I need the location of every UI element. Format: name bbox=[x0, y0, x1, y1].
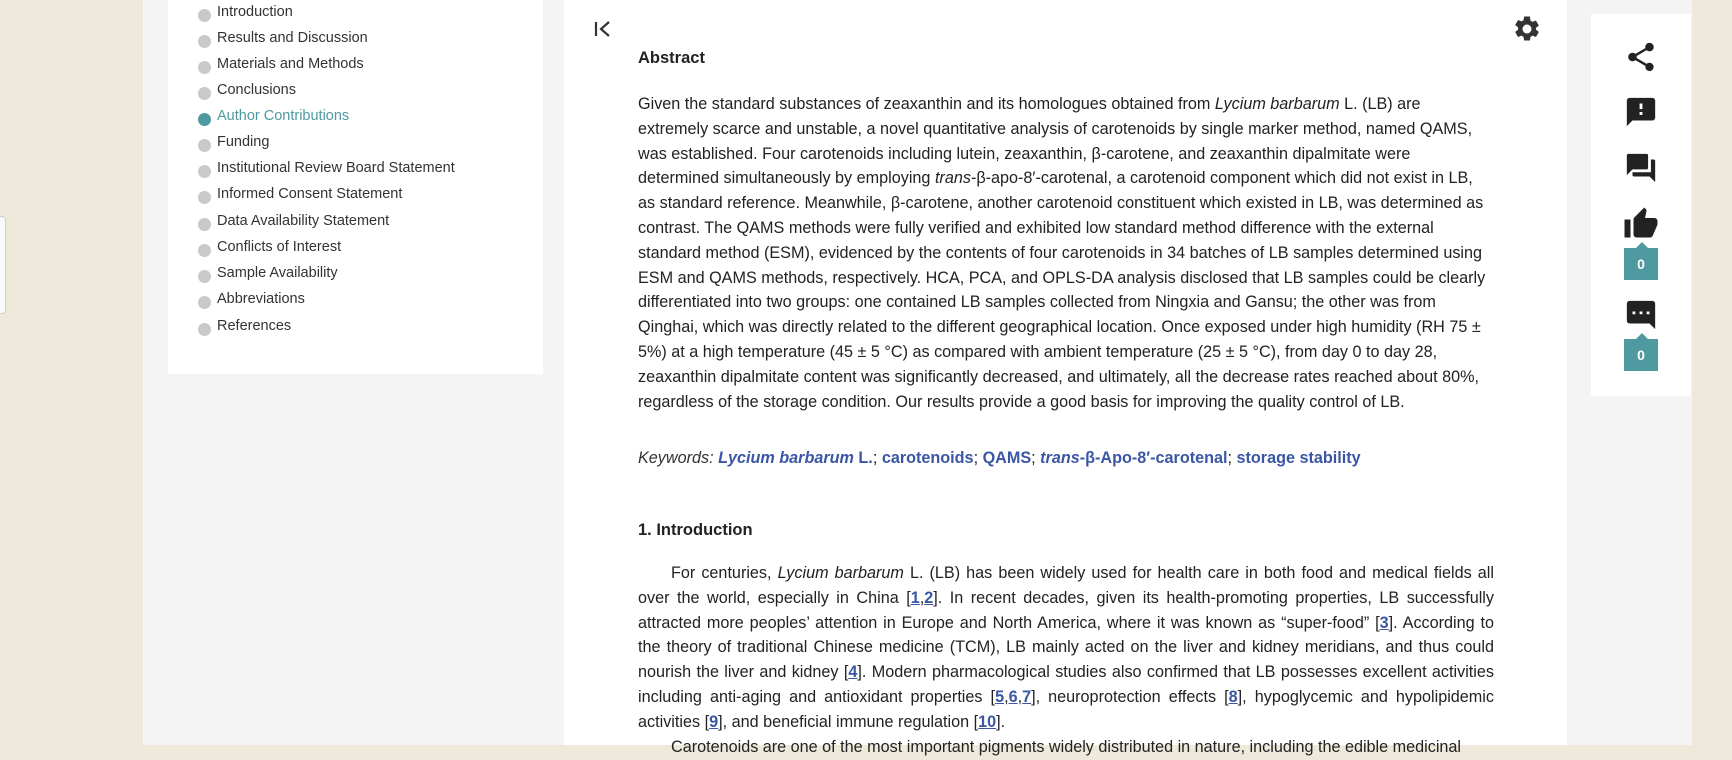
gear-icon bbox=[1512, 14, 1542, 44]
toc-item-label: Abbreviations bbox=[217, 291, 305, 307]
toc-item-label: References bbox=[217, 318, 292, 334]
toc-item[interactable] bbox=[198, 263, 338, 283]
citation-link[interactable]: 4 bbox=[848, 663, 858, 682]
toc-item-label: Conflicts of Interest bbox=[217, 239, 342, 255]
collapse-sidebar-icon bbox=[593, 19, 613, 39]
share-button[interactable] bbox=[1621, 37, 1661, 77]
introduction-paragraph: For centuries, Lycium barbarum L. (LB) has been widely used for health care in both food and medical fields all over the world, especially in China [1,2]. In recent decades, given its health-promoting properties, LB successfully attracted more peoples’ attention in Europe and North America, where it was known as “super-food” [3]. According to the theory of traditional Chinese medicine (TCM), LB mainly acted on the liver and kidney meridians, and thus could nourish the liver and kidney [4]. Modern pharmacological studies also confirmed that LB possesses excellent activities including anti-aging and antioxidant properties [5,6,7], neuroprotection effects [8], hypoglycemic and hypolipidemic activities [9], and beneficial immune regulation [10]. bbox=[638, 564, 1495, 731]
keywords-label: Keywords: bbox=[638, 449, 714, 467]
share-icon bbox=[1624, 40, 1658, 74]
article-toolbar bbox=[1591, 14, 1691, 396]
toc-item[interactable] bbox=[198, 132, 269, 152]
comment-button[interactable] bbox=[1621, 295, 1661, 335]
toc-bullet-icon bbox=[198, 270, 211, 283]
toc-item[interactable] bbox=[198, 316, 291, 336]
toc-bullet-icon bbox=[198, 9, 211, 22]
collapse-sidebar-button[interactable] bbox=[590, 16, 616, 42]
separator: ; bbox=[1031, 449, 1041, 467]
introduction-next-paragraph: Carotenoids are one of the most important pigments widely distributed in nature, including the edible medicinal bbox=[671, 738, 1462, 756]
forum-icon bbox=[1624, 151, 1658, 185]
keyword-link[interactable]: trans-β-Apo-8′-carotenal bbox=[1040, 449, 1228, 467]
report-icon bbox=[1624, 95, 1658, 129]
toc-bullet-icon bbox=[198, 87, 211, 100]
toc-item[interactable] bbox=[198, 80, 296, 100]
citation-link[interactable]: 5 bbox=[995, 687, 1005, 706]
settings-button[interactable] bbox=[1512, 14, 1542, 44]
toc-bullet-icon bbox=[198, 244, 211, 257]
abstract-text-part: -β-apo-8′-carotenal, a carotenoid component which did not exist in LB, as standard reference. Meanwhile, β-carotene, another carotenoid constituent which existed in LB, was determined as contrast. The QAMS methods were fully verified and exhibited low standard method difference with the external standard method (ESM), evidenced by the contents of four carotenoids in 34 batches of LB samples determined using ESM and QAMS methods, respectively. HCA, PCA, and OPLS-DA analysis disclosed that LB samples could be clearly differentiated into two groups: one contained LB samples collected from Ningxia and Gansu; the other was from Qinghai, which was directly related to the different geographical location. Once exposed under high humidity (RH 75 ± 5%) at a high temperature (45 ± 5 °C) as compared with ambient temperature (25 ± 5 °C), from day 0 to day 28, zeaxanthin dipalmitate content was significantly decreased, and ultimately, all the decrease rates reached about 80%, regardless of the storage condition. Our results provide a good basis for improving the quality control of LB. bbox=[638, 169, 1486, 411]
abstract-text bbox=[638, 92, 1494, 414]
abstract-title: Abstract bbox=[638, 49, 705, 67]
toc-item-label: Funding bbox=[217, 134, 270, 150]
keyword-link[interactable]: storage stability bbox=[1236, 449, 1361, 467]
keyword-link[interactable]: Lycium barbarum L. bbox=[718, 449, 873, 467]
toc-bullet-icon bbox=[198, 113, 211, 126]
toc-item[interactable] bbox=[198, 2, 293, 22]
toc-item-label: Informed Consent Statement bbox=[217, 186, 403, 202]
citation-link[interactable]: 10 bbox=[978, 712, 997, 731]
citation-link[interactable]: 8 bbox=[1228, 687, 1238, 706]
comment-icon bbox=[1624, 298, 1658, 332]
citation-link[interactable]: 2 bbox=[924, 588, 934, 607]
separator: ; bbox=[973, 449, 983, 467]
toc-item[interactable] bbox=[198, 184, 402, 204]
toc-item[interactable] bbox=[198, 28, 368, 48]
citation-link[interactable]: 7 bbox=[1022, 687, 1032, 706]
trans-prefix: trans bbox=[934, 169, 971, 188]
report-button[interactable] bbox=[1621, 92, 1661, 132]
toc-bullet-icon bbox=[198, 35, 211, 48]
keyword-link[interactable]: carotenoids bbox=[881, 449, 974, 467]
thumb-up-icon bbox=[1623, 206, 1659, 242]
toc-bullet-icon bbox=[198, 61, 211, 74]
introduction-title: 1. Introduction bbox=[638, 521, 753, 539]
toc-bullet-icon bbox=[198, 218, 211, 231]
toc-item-label: Sample Availability bbox=[217, 265, 338, 281]
separator: ; bbox=[872, 449, 882, 467]
like-button[interactable] bbox=[1621, 204, 1661, 244]
toc-bullet-icon bbox=[198, 191, 211, 204]
toc-item-label: Materials and Methods bbox=[217, 56, 364, 72]
likes-count: 0 bbox=[1624, 248, 1658, 280]
toc-item[interactable] bbox=[198, 106, 349, 126]
table-of-contents bbox=[168, 0, 543, 374]
toc-item[interactable] bbox=[198, 237, 341, 257]
toc-item-label: Author Contributions bbox=[217, 108, 350, 124]
abstract-text-part: L. (LB) are extremely scarce and unstable, a novel quantitative analysis of carotenoids by single marker method, named QAMS, was established. Four carotenoids including lutein, zeaxanthin, β-carotene, and zeaxanthin dipalmitate were determined simultaneously by employing bbox=[638, 95, 1473, 188]
citation-link[interactable]: 6 bbox=[1008, 687, 1018, 706]
species-name: Lycium barbarum bbox=[1214, 95, 1340, 113]
abstract-text-part: Given the standard substances of zeaxanthin and its homologues obtained from bbox=[638, 95, 1215, 113]
toc-item[interactable] bbox=[198, 54, 364, 74]
comments-count: 0 bbox=[1624, 339, 1658, 371]
toc-item[interactable] bbox=[198, 158, 455, 178]
toc-bullet-icon bbox=[198, 323, 211, 336]
toc-bullet-icon bbox=[198, 296, 211, 309]
toc-item-label: Results and Discussion bbox=[217, 30, 368, 46]
citation-link[interactable]: 3 bbox=[1379, 613, 1389, 632]
keyword-link[interactable]: QAMS bbox=[982, 449, 1032, 467]
left-edge-tab[interactable] bbox=[0, 216, 6, 314]
discussion-button[interactable] bbox=[1621, 148, 1661, 188]
citation-link[interactable]: 1 bbox=[910, 588, 920, 607]
toc-item[interactable] bbox=[198, 211, 389, 231]
toc-item-label: Data Availability Statement bbox=[217, 213, 390, 229]
separator: ; bbox=[1227, 449, 1237, 467]
article-panel bbox=[564, 0, 1567, 756]
citation-link[interactable]: 9 bbox=[709, 712, 719, 731]
toc-item-label: Institutional Review Board Statement bbox=[217, 160, 455, 176]
toc-item-label: Conclusions bbox=[217, 82, 296, 98]
toc-item-label: Introduction bbox=[217, 4, 293, 20]
toc-bullet-icon bbox=[198, 139, 211, 152]
toc-item[interactable] bbox=[198, 289, 305, 309]
keywords bbox=[638, 446, 1494, 471]
toc-bullet-icon bbox=[198, 165, 211, 178]
